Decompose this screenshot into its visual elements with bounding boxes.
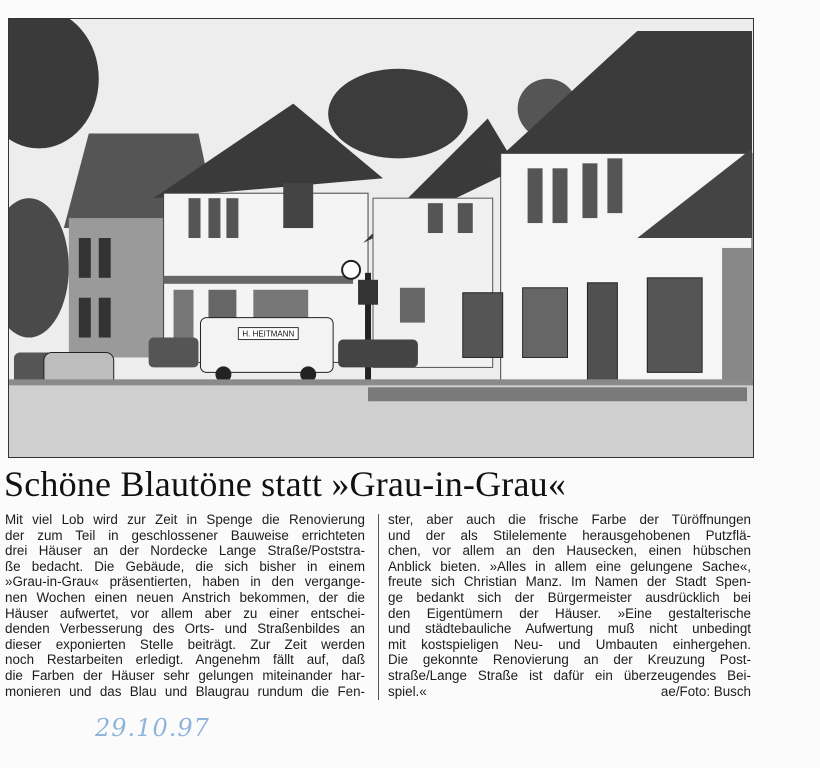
text-line: chen, vor allem an den Hausecken, einen hübschen (388, 543, 751, 559)
text-line: Die gekonnte Renovierung an der Kreuzung Post- (388, 652, 751, 668)
text-line: und der als Stilelemente herausgehobenen Putzflä- (388, 527, 751, 543)
text-line: und städtebauliche Aufwertung muß nicht unbedingt (388, 621, 751, 637)
text-line: drei Häuser an der Nordecke Lange Straße/Poststra- (5, 543, 365, 559)
handwritten-date: 29.10.97 (95, 714, 210, 742)
text-line: ße bedacht. Die Gebäude, die sich bisher in einem (5, 558, 365, 574)
text-line: freute sich Christian Manz. Im Namen der Stadt Spen- (388, 574, 751, 590)
text-line: straße/Lange Straße ist dafür ein überzeugendes Bei- (388, 667, 751, 683)
text-line: der zum Teil in geschlossener Bauweise errichteten (5, 527, 365, 543)
article-column-right (388, 512, 751, 699)
text-line: monieren und das Blau und Blaugrau rundum die Fen- (5, 683, 365, 699)
text-line: Anblick bieten. »Alles in allem eine gelungene Sache«, (388, 558, 751, 574)
headline: Schöne Blautöne statt »Grau-in-Grau« (4, 464, 567, 504)
article-photo (8, 18, 754, 458)
text-line: spiel.« (388, 683, 427, 699)
text-line: die Farben der Häuser sehr gelungen miteinander har- (5, 667, 365, 683)
text-line: nen Wochen einen neuen Anstrich bekommen, der die (5, 589, 365, 605)
text-line: »Grau-in-Grau« präsentierten, haben in den vergange- (5, 574, 365, 590)
text-line: Mit viel Lob wird zur Zeit in Spenge die Renovierung (5, 512, 365, 527)
text-line: noch Restarbeiten erledigt. Angenehm fällt auf, daß (5, 652, 365, 668)
text-line: dieser exponierten Stelle beiträgt. Zur Zeit werden (5, 636, 365, 652)
text-line: Häuser aufwertet, vor allem aber zu einer entschei- (5, 605, 365, 621)
article-column-left (5, 512, 365, 699)
column-divider (378, 514, 379, 700)
text-line: ster, aber auch die frische Farbe der Türöffnungen (388, 512, 751, 527)
text-line: ge bedankt sich der Bürgermeister ausdrücklich bei (388, 589, 751, 605)
text-line: denden Verbesserung des Orts- und Straßenbildes an (5, 621, 365, 637)
text-line: mit kostspieligen Neu- und Umbauten einhergehen. (388, 636, 751, 652)
text-line: den Eigentümern der Häuser. »Eine gestalterische (388, 605, 751, 621)
photo-credit: ae/Foto: Busch (660, 683, 751, 699)
street-scene-illustration (9, 19, 753, 457)
van-sign-text: H. HEITMANN (242, 329, 295, 339)
